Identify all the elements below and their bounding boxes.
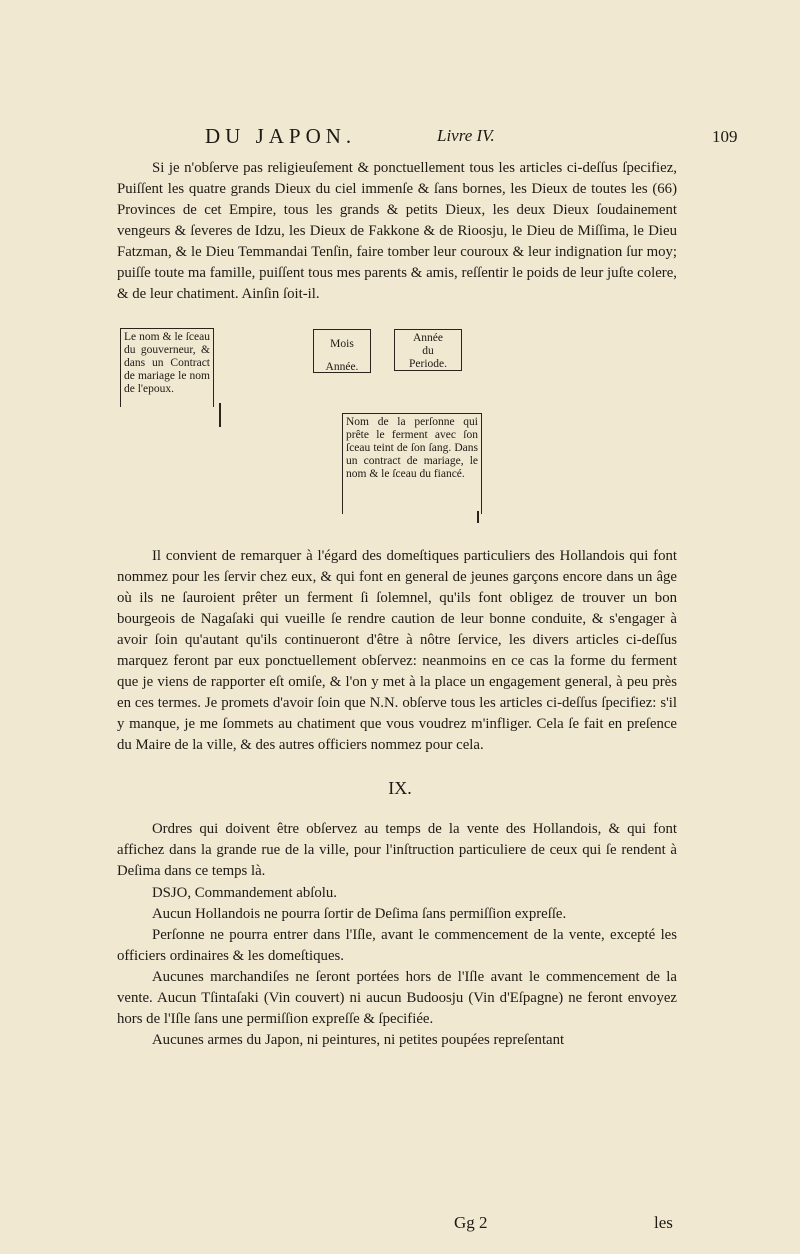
date-box-month-year — [313, 329, 371, 373]
order-no-entry: Perſonne ne pourra entrer dans l'Iſle, avant le commencement de la vente, excepté les officiers ordinaires & les domeſtiques. — [117, 927, 677, 964]
catchword: les — [654, 1213, 673, 1232]
running-header — [0, 124, 800, 152]
oath-paragraph: Si je n'obſerve pas religieuſement & ponctuellement tous les articles ci-deſſus ſpecifiez, Puiſſent les quatre grands Dieux du ciel immenſe & ſans bornes, les Dieux de toutes les (66) Provinces de cet Empire, tous les grands & petits Dieux, les deux Dieux ſoudainement vengeurs & ſeveres de Idzu, les Dieux de Fakkone & de Rioosju, le Dieu de Miſſima, le Dieu Fatzman, & le Dieu Temmandai Tenſin, faire tomber leur couroux & leur indignation ſur moy; puiſſe toute ma famille, puiſſent tous mes parents & amis, reſſentir le poids de leur juſte colere, & de leur chatiment. Ainſin ſoit-il. — [117, 160, 677, 302]
signature-mark: Gg 2 — [454, 1213, 488, 1232]
order-merchandise: Aucunes marchandiſes ne ſeront portées hors de l'Iſle avant le commencement de la vente. Aucun Tſintaſaki (Vin couvert) ni aucun Budoosju (Vin d'Eſpagne) ne feront envoyez hors de l'Iſle ſans une permiſſion expreſſe & ſpecifiée. — [117, 969, 677, 1027]
section-heading: IX. — [388, 778, 412, 798]
date-box-period — [394, 329, 462, 371]
month-label: Mois — [330, 338, 354, 350]
orders-section — [117, 819, 677, 1051]
year-label: Année. — [325, 361, 359, 373]
orders-intro: Ordres qui doivent être obſervez au temps de la vente des Hollandois, & qui font affichez dans la grande rue de la ville, pour l'inſtruction particuliere de ceux qui ſe rendent à Deſima dans ce temps là. — [117, 821, 677, 879]
order-no-exit: Aucun Hollandois ne pourra ſortir de Deſima ſans permiſſion expreſſe. — [152, 906, 567, 922]
page-number: 109 — [712, 127, 738, 146]
order-arms: Aucunes armes du Japon, ni peintures, ni petites poupées repreſentant — [152, 1032, 565, 1048]
order-dsjo: DSJO, Commandement abſolu. — [152, 885, 337, 901]
seal-box-governor: Le nom & le ſceau du gouverneur, & dans un Contract de mariage le nom de l'epoux. — [120, 328, 214, 407]
period-year-label: Année — [412, 332, 443, 344]
running-title: DU JAPON. — [205, 124, 357, 148]
box-line — [477, 511, 479, 523]
box-line — [219, 403, 221, 427]
book-number: Livre IV. — [437, 126, 495, 145]
period-label: Periode. — [408, 358, 447, 370]
seal-box-oath-taker: Nom de la perſonne qui prête le ferment avec ſon ſceau teint de ſon ſang. Dans un contract de mariage, le nom & le ſceau du fiancé. — [342, 413, 482, 514]
servants-paragraph: Il convient de remarquer à l'égard des domeſtiques particuliers des Hollandois qui font nommez pour les ſervir chez eux, & qui font en general de jeunes garçons encore dans un âge où ils ne ſauroient prêter un ferment ſi ſolemnel, qu'ils font obligez de trouver un bon bourgeois de Nagaſaki qui vueille ſe rendre caution de leur bonne conduite, & s'engager à avoir ſoin qu'autant qu'ils continueront d'être à nôtre ſervice, les divers articles ci-deſſus marquez feront par eux ponctuellement obſervez: neanmoins en ce cas la forme du ferment que je viens de rapporter eſt omiſe, & l'on y met à la place un engagement general, à peu près en ces termes. Je promets d'avoir ſoin que N.N. obſerve tous les articles ci-deſſus ſpecifiez: s'il y manque, je me ſommets au chatiment que vous voudrez m'infliger. Cela ſe fait en preſence du Maire de la ville, & des autres officiers nommez pour cela. — [117, 548, 677, 753]
period-du-label: du — [422, 345, 434, 357]
